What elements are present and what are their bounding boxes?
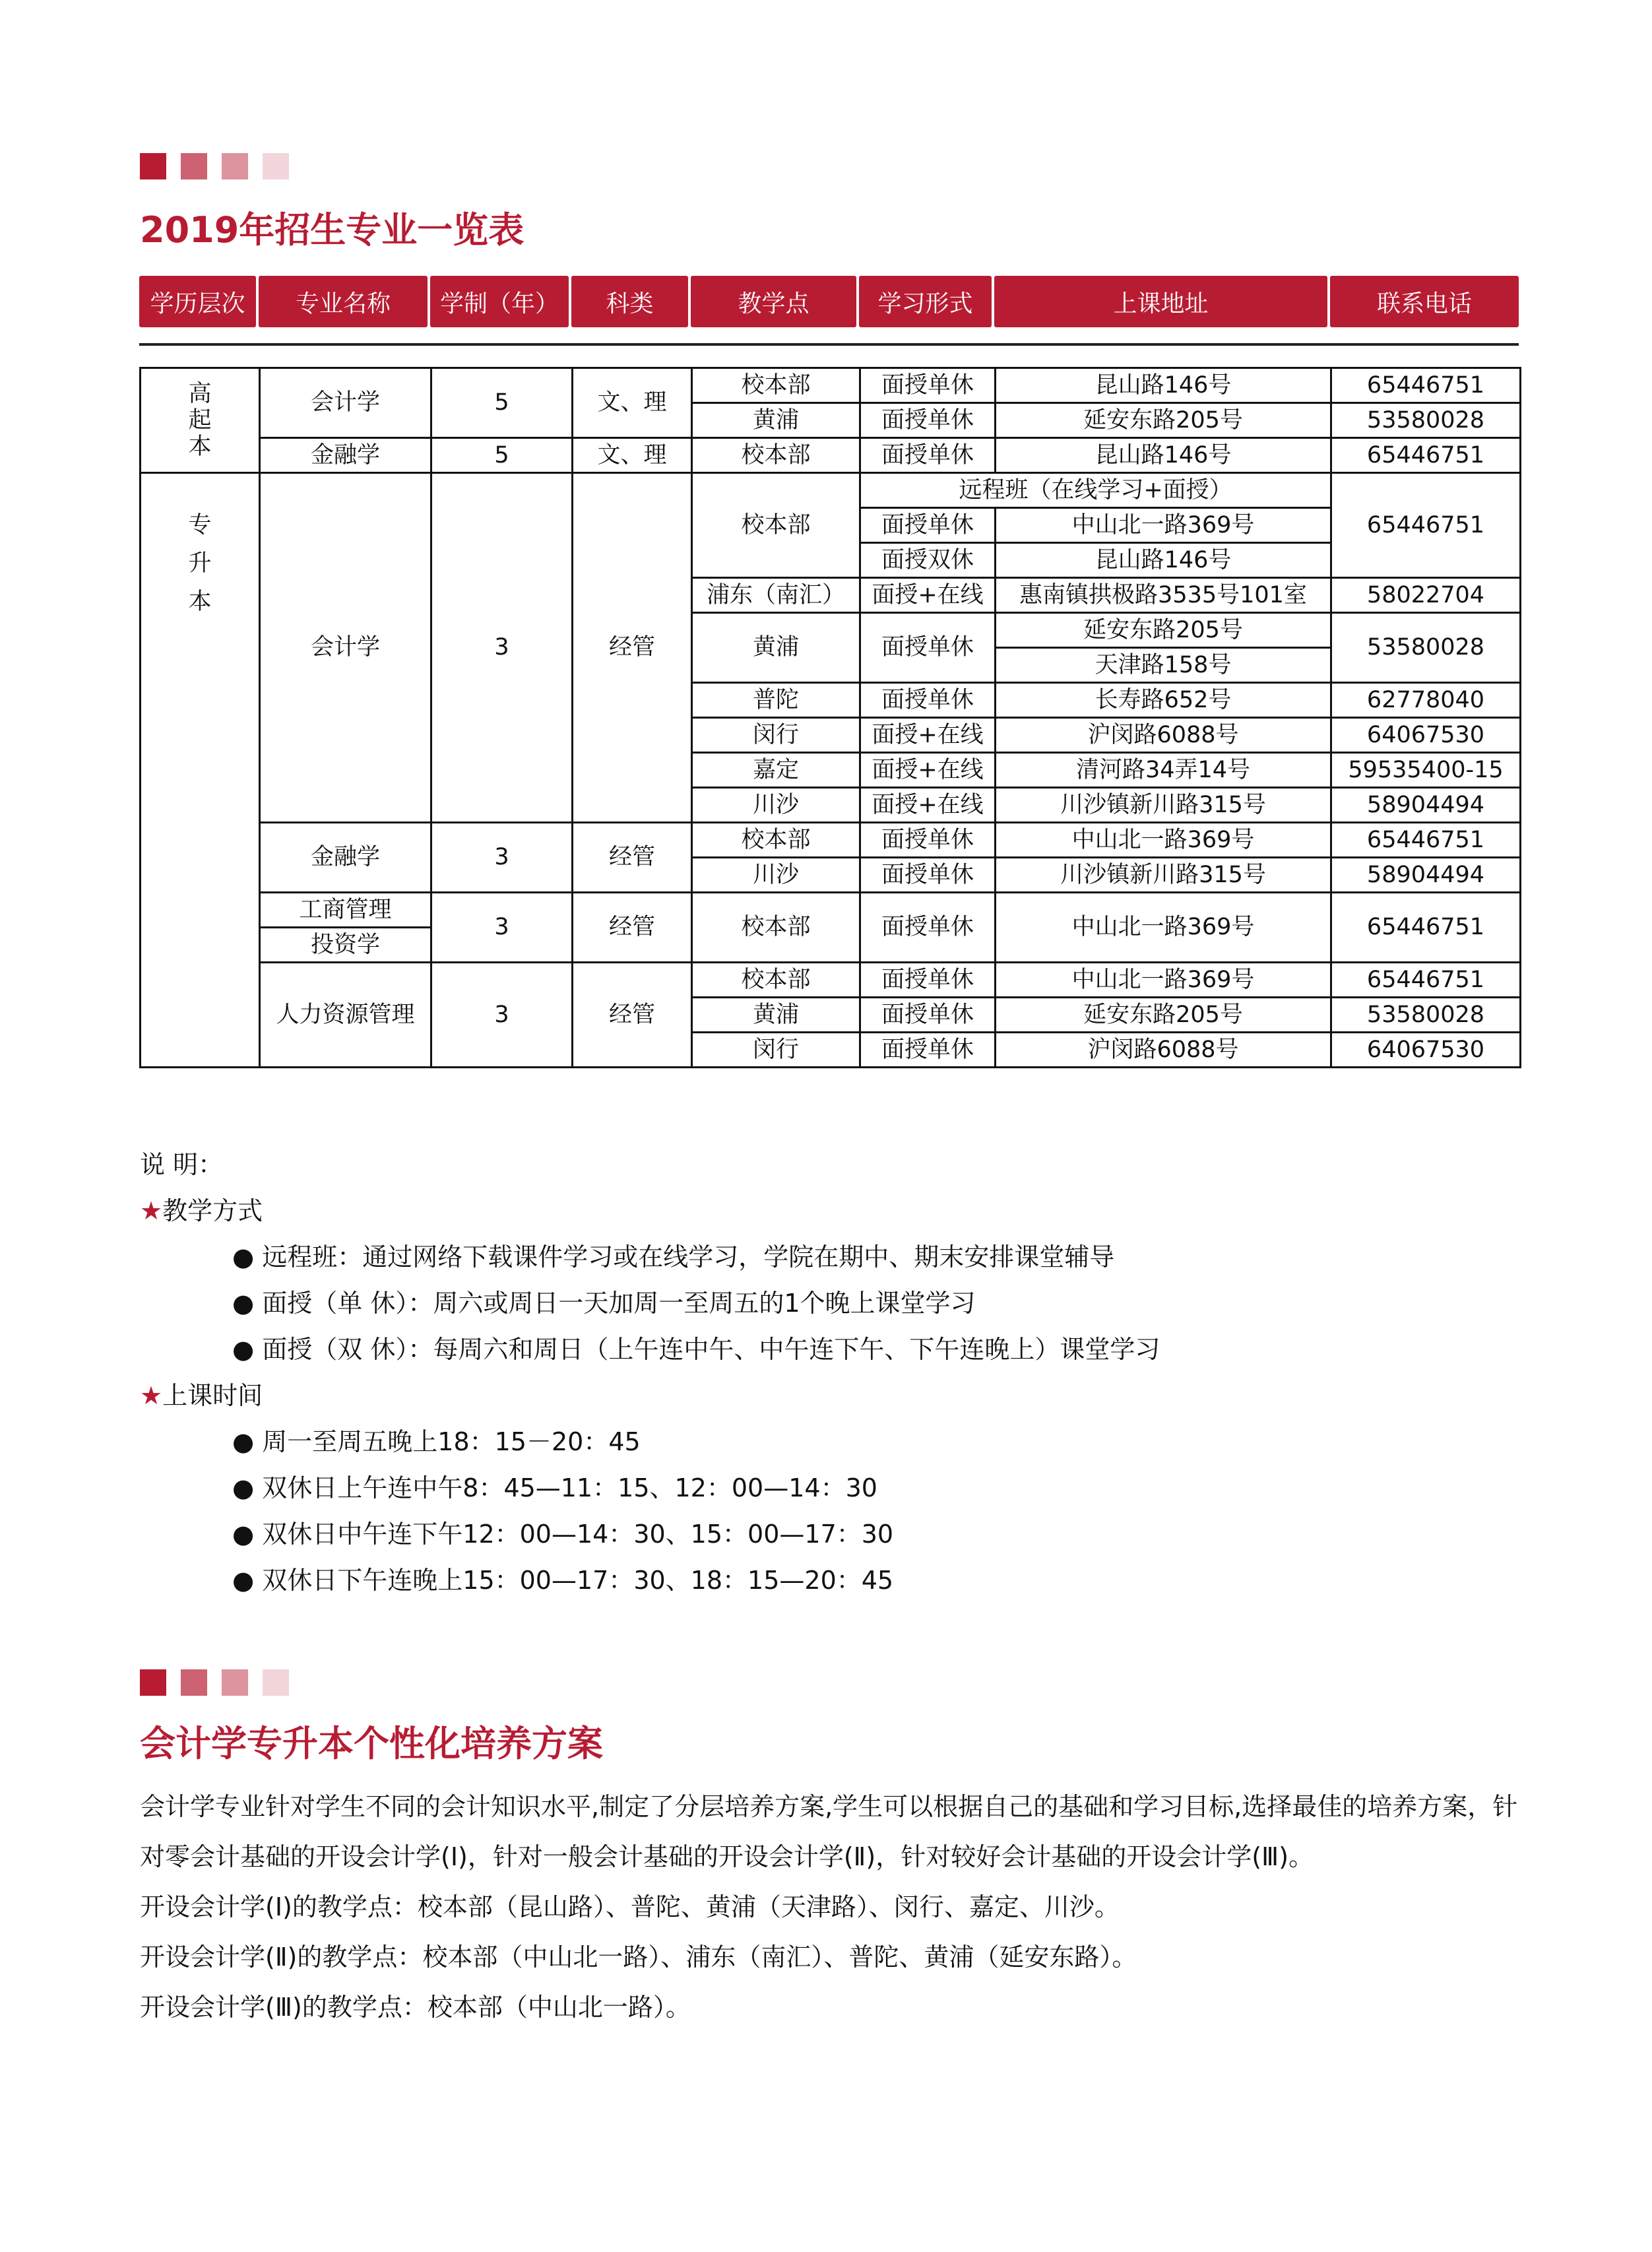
notes-heading: 说 明： — [140, 1150, 224, 1179]
plan-description — [140, 1782, 1539, 2032]
header-phone: 联系电话 — [1330, 276, 1519, 327]
category-cell: 经管 — [573, 473, 692, 823]
address-cell: 沪闵路6088号 — [996, 1033, 1331, 1068]
address-cell: 沪闵路6088号 — [996, 718, 1331, 753]
notes-section — [140, 1142, 1160, 1603]
time-item-text: 双休日上午连中午8：45—11：15、12：00—14：30 — [262, 1473, 877, 1502]
address-cell: 中山北一路369号 — [996, 893, 1331, 963]
address-cell: 昆山路146号 — [996, 543, 1331, 578]
square-icon — [181, 1669, 207, 1696]
mode-cell: 面授单休 — [860, 998, 996, 1033]
level-cell-zsb — [141, 473, 260, 1068]
phone-cell: 59535400-15 — [1331, 753, 1521, 788]
list-item — [140, 1280, 1160, 1326]
header-major: 专业名称 — [259, 276, 428, 327]
address-cell: 中山北一路369号 — [996, 823, 1331, 858]
years-cell: 5 — [431, 438, 573, 473]
site-cell: 校本部 — [692, 823, 860, 858]
site-cell: 校本部 — [692, 963, 860, 998]
decorative-squares — [140, 1669, 289, 1696]
phone-cell: 58904494 — [1331, 788, 1521, 823]
site-cell: 闵行 — [692, 1033, 860, 1068]
square-icon — [263, 153, 289, 179]
mode-cell: 面授单休 — [860, 683, 996, 718]
plan-paragraph: 会计学专业针对学生不同的会计知识水平,制定了分层培养方案,学生可以根据自己的基础和学习目标,选择最佳的培养方案，针对零会计基础的开设会计学(Ⅰ)，针对一般会计基础的开设会计学(Ⅱ)，针对较好会计基础的开设会计学(Ⅲ)。 — [140, 1792, 1518, 1871]
mode-cell: 面授+在线 — [860, 788, 996, 823]
list-item — [140, 1419, 1160, 1465]
remote-class-cell: 远程班（在线学习+面授） — [860, 473, 1331, 508]
table-row — [141, 963, 1521, 998]
phone-cell: 64067530 — [1331, 1033, 1521, 1068]
table-header-bar — [139, 276, 1519, 327]
phone-cell: 53580028 — [1331, 613, 1521, 683]
address-cell: 天津路158号 — [996, 648, 1331, 683]
mode-cell: 面授单休 — [860, 858, 996, 893]
plan-line: 开设会计学(Ⅲ)的教学点：校本部（中山北一路）。 — [140, 1993, 691, 2022]
mode-cell: 面授+在线 — [860, 718, 996, 753]
phone-cell: 65446751 — [1331, 963, 1521, 998]
enrollment-table — [139, 367, 1521, 1068]
list-item — [140, 1326, 1160, 1372]
level-text: 高 起 本 — [188, 380, 212, 461]
mode-cell: 面授单休 — [860, 438, 996, 473]
bullet-icon: ● — [232, 1335, 255, 1364]
level-cell-gqb — [141, 368, 260, 473]
level-text: 专 升 本 — [188, 512, 212, 615]
mode-cell: 面授单休 — [860, 403, 996, 438]
major-cell: 会计学 — [260, 368, 431, 438]
site-cell: 校本部 — [692, 893, 860, 963]
phone-cell: 53580028 — [1331, 998, 1521, 1033]
mode-cell: 面授单休 — [860, 613, 996, 683]
address-cell: 川沙镇新川路315号 — [996, 788, 1331, 823]
phone-cell: 65446751 — [1331, 368, 1521, 403]
years-cell: 3 — [431, 823, 573, 893]
address-cell: 中山北一路369号 — [996, 508, 1331, 543]
site-cell: 嘉定 — [692, 753, 860, 788]
teaching-item-text: 面授（双 休）：每周六和周日（上午连中午、中午连下午、下午连晚上）课堂学习 — [262, 1335, 1160, 1364]
bullet-icon: ● — [232, 1289, 255, 1318]
header-mode: 学习形式 — [859, 276, 992, 327]
address-cell: 延安东路205号 — [996, 998, 1331, 1033]
bullet-icon: ● — [232, 1473, 255, 1502]
phone-cell: 58904494 — [1331, 858, 1521, 893]
major-cell: 投资学 — [260, 928, 431, 963]
site-cell: 黄浦 — [692, 403, 860, 438]
site-cell: 普陀 — [692, 683, 860, 718]
bullet-icon: ● — [232, 1427, 255, 1456]
site-cell: 黄浦 — [692, 613, 860, 683]
teaching-method-label: 教学方式 — [162, 1196, 263, 1225]
site-cell: 浦东（南汇） — [692, 578, 860, 613]
mode-cell: 面授单休 — [860, 508, 996, 543]
address-cell: 延安东路205号 — [996, 403, 1331, 438]
site-cell: 闵行 — [692, 718, 860, 753]
category-cell: 文、理 — [573, 438, 692, 473]
site-cell: 川沙 — [692, 858, 860, 893]
list-item — [140, 1511, 1160, 1557]
category-cell: 文、理 — [573, 368, 692, 438]
years-cell: 5 — [431, 368, 573, 438]
site-cell: 川沙 — [692, 788, 860, 823]
phone-cell: 58022704 — [1331, 578, 1521, 613]
star-icon: ★ — [140, 1196, 163, 1225]
section-title-enrollment: 2019年招生专业一览表 — [140, 209, 524, 251]
major-cell: 人力资源管理 — [260, 963, 431, 1068]
phone-cell: 65446751 — [1331, 473, 1521, 578]
mode-cell: 面授双休 — [860, 543, 996, 578]
plan-line: 开设会计学(Ⅱ)的教学点：校本部（中山北一路）、浦东（南汇）、普陀、黄浦（延安东路）。 — [140, 1943, 1137, 1972]
header-site: 教学点 — [691, 276, 856, 327]
square-icon — [140, 1669, 166, 1696]
category-cell: 经管 — [573, 823, 692, 893]
square-icon — [263, 1669, 289, 1696]
site-cell: 校本部 — [692, 473, 860, 578]
site-cell: 黄浦 — [692, 998, 860, 1033]
list-item — [140, 1557, 1160, 1603]
phone-cell: 65446751 — [1331, 823, 1521, 858]
list-item — [140, 1234, 1160, 1280]
plan-line: 开设会计学(Ⅰ)的教学点：校本部（昆山路）、普陀、黄浦（天津路）、闵行、嘉定、川沙。 — [140, 1892, 1120, 1921]
mode-cell: 面授单休 — [860, 823, 996, 858]
class-time-title — [140, 1372, 1160, 1419]
address-cell: 昆山路146号 — [996, 368, 1331, 403]
class-time-label: 上课时间 — [162, 1381, 263, 1410]
bullet-icon: ● — [232, 1242, 255, 1271]
table-row — [141, 368, 1521, 403]
mode-cell: 面授+在线 — [860, 753, 996, 788]
square-icon — [181, 153, 207, 179]
category-cell: 经管 — [573, 963, 692, 1068]
time-item-text: 双休日下午连晚上15：00—17：30、18：15—20：45 — [262, 1566, 894, 1595]
header-category: 科类 — [571, 276, 688, 327]
bullet-icon: ● — [232, 1566, 255, 1595]
major-cell: 工商管理 — [260, 893, 431, 928]
time-item-text: 双休日中午连下午12：00—14：30、15：00—17：30 — [262, 1520, 894, 1549]
square-icon — [222, 1669, 248, 1696]
table-row — [141, 473, 1521, 508]
teaching-item-text: 面授（单 休）：周六或周日一天加周一至周五的1个晚上课堂学习 — [262, 1289, 976, 1318]
address-cell: 延安东路205号 — [996, 613, 1331, 648]
mode-cell: 面授单休 — [860, 963, 996, 998]
header-address: 上课地址 — [994, 276, 1327, 327]
header-years: 学制（年） — [430, 276, 569, 327]
square-icon — [140, 153, 166, 179]
teaching-item-text: 远程班：通过网络下载课件学习或在线学习，学院在期中、期末安排课堂辅导 — [262, 1242, 1115, 1271]
years-cell: 3 — [431, 963, 573, 1068]
square-icon — [222, 153, 248, 179]
list-item — [140, 1465, 1160, 1511]
time-item-text: 周一至周五晚上18：15－20：45 — [262, 1427, 641, 1456]
category-cell: 经管 — [573, 893, 692, 963]
address-cell: 清河路34弄14号 — [996, 753, 1331, 788]
phone-cell: 53580028 — [1331, 403, 1521, 438]
teaching-method-title — [140, 1188, 1160, 1234]
years-cell: 3 — [431, 473, 573, 823]
site-cell: 校本部 — [692, 438, 860, 473]
header-level: 学历层次 — [139, 276, 256, 327]
major-cell: 金融学 — [260, 823, 431, 893]
major-cell: 会计学 — [260, 473, 431, 823]
mode-cell: 面授单休 — [860, 893, 996, 963]
years-cell: 3 — [431, 893, 573, 963]
phone-cell: 65446751 — [1331, 893, 1521, 963]
table-row — [141, 823, 1521, 858]
phone-cell: 64067530 — [1331, 718, 1521, 753]
phone-cell: 62778040 — [1331, 683, 1521, 718]
table-row — [141, 438, 1521, 473]
address-cell: 惠南镇拱极路3535号101室 — [996, 578, 1331, 613]
decorative-squares — [140, 153, 289, 179]
mode-cell: 面授单休 — [860, 1033, 996, 1068]
address-cell: 昆山路146号 — [996, 438, 1331, 473]
mode-cell: 面授单休 — [860, 368, 996, 403]
address-cell: 川沙镇新川路315号 — [996, 858, 1331, 893]
phone-cell: 65446751 — [1331, 438, 1521, 473]
major-cell: 金融学 — [260, 438, 431, 473]
mode-cell: 面授+在线 — [860, 578, 996, 613]
star-icon: ★ — [140, 1381, 163, 1410]
site-cell: 校本部 — [692, 368, 860, 403]
divider — [139, 343, 1519, 346]
table-row — [141, 893, 1521, 928]
address-cell: 长寿路652号 — [996, 683, 1331, 718]
address-cell: 中山北一路369号 — [996, 963, 1331, 998]
section-title-accounting-plan: 会计学专升本个性化培养方案 — [140, 1723, 603, 1764]
bullet-icon: ● — [232, 1520, 255, 1549]
